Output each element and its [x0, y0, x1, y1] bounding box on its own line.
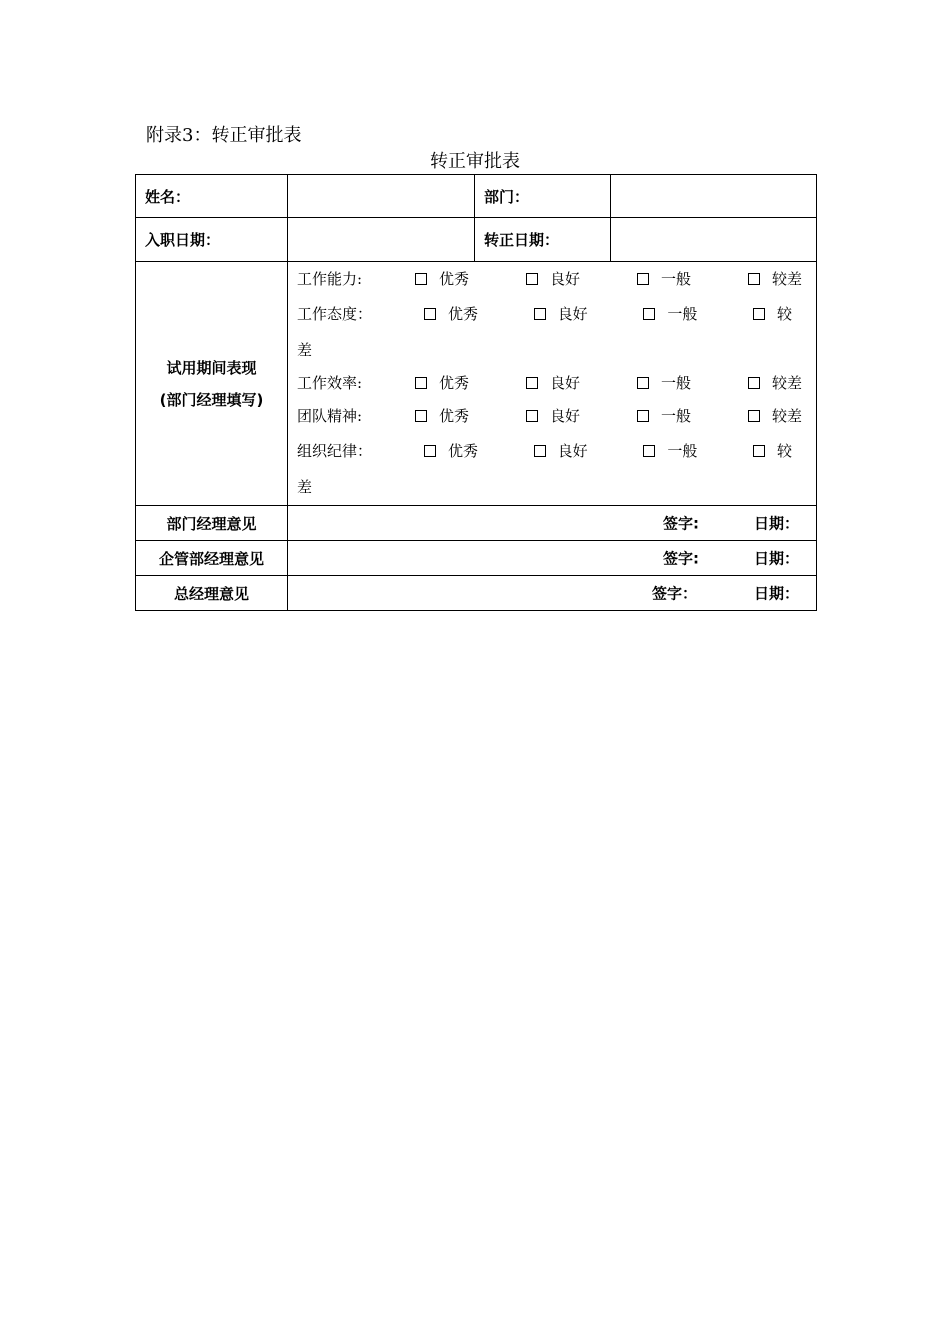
checkbox-icon[interactable] — [424, 445, 436, 457]
name-dept-row — [136, 175, 817, 218]
confirm-date-label: 转正日期： — [475, 218, 611, 262]
checkbox-icon[interactable] — [637, 273, 649, 285]
option-average[interactable]: 一般 — [637, 268, 691, 289]
rating-category: 团队精神: — [297, 407, 363, 425]
approval-row-general-manager — [136, 576, 817, 611]
option-average[interactable]: 一般 — [637, 372, 691, 393]
approval-label: 部门经理意见 — [136, 506, 288, 541]
option-excellent[interactable]: 优秀 — [415, 405, 469, 426]
option-average[interactable]: 一般 — [637, 405, 691, 426]
option-poor[interactable]: 较差 — [748, 268, 802, 289]
sign-label: 签字: — [663, 514, 699, 533]
rating-category: 工作态度： — [297, 305, 373, 323]
name-field[interactable] — [288, 175, 475, 218]
rating-category: 工作能力: — [297, 270, 363, 288]
dates-row — [136, 218, 817, 262]
dept-field[interactable] — [611, 175, 817, 218]
rating-category: 组织纪律： — [297, 442, 373, 460]
performance-label — [136, 262, 288, 506]
date-label: 日期： — [753, 549, 799, 568]
option-poor[interactable]: 较 — [753, 303, 792, 324]
option-good[interactable]: 良好 — [526, 372, 580, 393]
checkbox-icon[interactable] — [748, 410, 760, 422]
approval-row-enterprise-manager — [136, 541, 817, 576]
entry-date-field[interactable] — [288, 218, 475, 262]
checkbox-icon[interactable] — [415, 273, 427, 285]
sign-label: 签字: — [663, 549, 699, 568]
option-excellent[interactable]: 优秀 — [415, 268, 469, 289]
checkbox-icon[interactable] — [526, 410, 538, 422]
option-average[interactable]: 一般 — [643, 303, 697, 324]
rating-row-efficiency — [297, 366, 802, 399]
checkbox-icon[interactable] — [415, 377, 427, 389]
rating-row-attitude — [297, 295, 802, 332]
rating-row-attitude-wrap: 差 — [297, 340, 313, 359]
option-excellent[interactable]: 优秀 — [415, 372, 469, 393]
confirm-date-field[interactable] — [611, 218, 817, 262]
option-good[interactable]: 良好 — [526, 405, 580, 426]
name-label: 姓名： — [136, 175, 288, 218]
checkbox-icon[interactable] — [748, 273, 760, 285]
rating-row-discipline — [297, 432, 802, 469]
checkbox-icon[interactable] — [637, 410, 649, 422]
checkbox-icon[interactable] — [526, 377, 538, 389]
approval-field[interactable] — [288, 576, 817, 611]
checkbox-icon[interactable] — [753, 308, 765, 320]
performance-row — [136, 262, 817, 506]
option-excellent[interactable]: 优秀 — [424, 303, 478, 324]
performance-ratings — [288, 262, 817, 506]
option-poor[interactable]: 较差 — [748, 372, 802, 393]
performance-label-line1: 试用期间表现 — [166, 358, 257, 377]
appendix-title: 附录3：转正审批表 — [146, 125, 302, 146]
option-good[interactable]: 良好 — [534, 303, 588, 324]
date-label: 日期： — [753, 514, 799, 533]
rating-row-discipline-wrap: 差 — [297, 477, 313, 496]
approval-row-dept-manager — [136, 506, 817, 541]
checkbox-icon[interactable] — [424, 308, 436, 320]
checkbox-icon[interactable] — [753, 445, 765, 457]
dept-label: 部门： — [475, 175, 611, 218]
approval-form-table — [135, 174, 817, 611]
checkbox-icon[interactable] — [637, 377, 649, 389]
performance-label-line2: (部门经理填写) — [159, 390, 264, 409]
option-good[interactable]: 良好 — [534, 440, 588, 461]
checkbox-icon[interactable] — [526, 273, 538, 285]
checkbox-icon[interactable] — [748, 377, 760, 389]
sign-label: 签字： — [652, 584, 698, 603]
form-title: 转正审批表 — [430, 151, 520, 172]
option-poor[interactable]: 较 — [753, 440, 792, 461]
rating-category: 工作效率: — [297, 374, 363, 392]
approval-field[interactable] — [288, 506, 817, 541]
checkbox-icon[interactable] — [643, 445, 655, 457]
date-label: 日期： — [753, 584, 799, 603]
approval-label: 企管部经理意见 — [136, 541, 288, 576]
entry-date-label: 入职日期： — [136, 218, 288, 262]
option-average[interactable]: 一般 — [643, 440, 697, 461]
checkbox-icon[interactable] — [643, 308, 655, 320]
rating-row-ability — [297, 262, 802, 295]
rating-row-teamwork — [297, 399, 802, 432]
option-good[interactable]: 良好 — [526, 268, 580, 289]
checkbox-icon[interactable] — [415, 410, 427, 422]
checkbox-icon[interactable] — [534, 308, 546, 320]
approval-label: 总经理意见 — [136, 576, 288, 611]
option-poor[interactable]: 较差 — [748, 405, 802, 426]
option-excellent[interactable]: 优秀 — [424, 440, 478, 461]
approval-field[interactable] — [288, 541, 817, 576]
checkbox-icon[interactable] — [534, 445, 546, 457]
